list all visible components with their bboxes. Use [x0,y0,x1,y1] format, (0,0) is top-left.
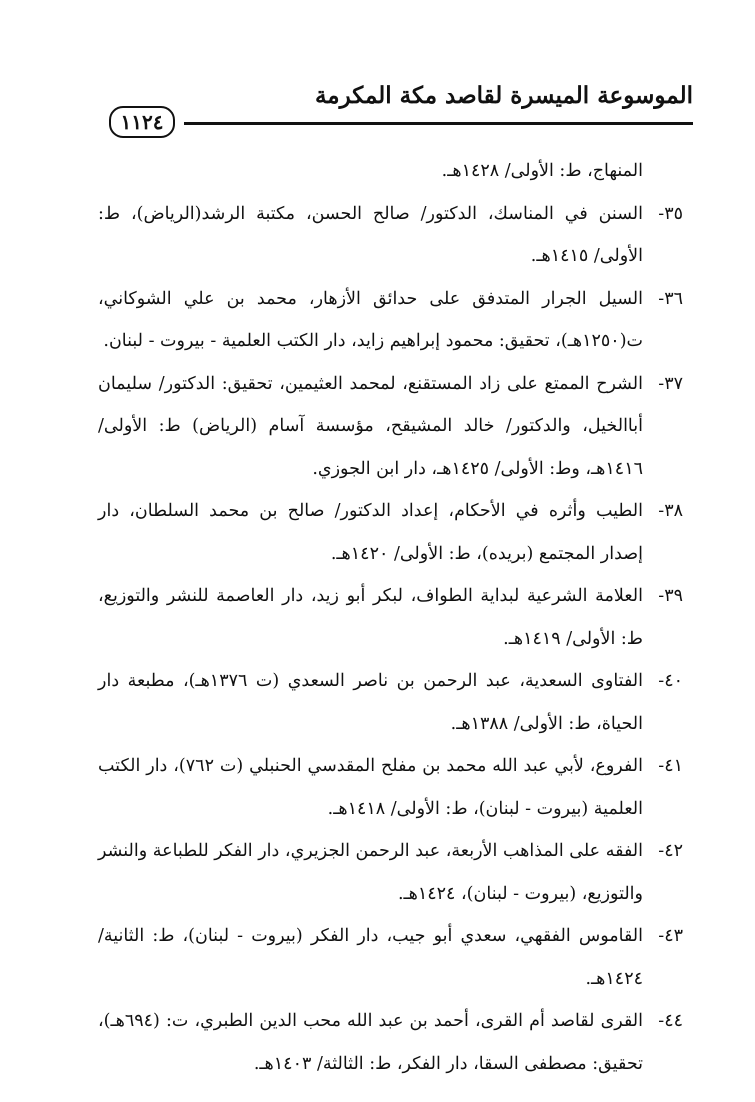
entry-number: ٤٢- [658,841,683,861]
bibliography-entry [98,745,683,830]
entries-container [98,193,683,1086]
bibliography-entry [98,278,683,363]
entry-number: ٣٨- [658,501,683,521]
entry-text: العلامة الشرعية لبداية الطواف، لبكر أبو زيد، دار العاصمة للنشر والتوزيع، ط: الأولى/ ١٤١٩هـ. [98,586,643,649]
entry-text: السيل الجرار المتدفق على حدائق الأزهار، محمد بن علي الشوكاني، ت(١٢٥٠هـ)، تحقيق: محمود إبراهيم زايد، دار الكتب العلمية - بيروت - لبنان. [98,288,643,351]
entry-text: السنن في المناسك، الدكتور/ صالح الحسن، مكتبة الرشد(الرياض)، ط: الأولى/ ١٤١٥هـ. [98,203,643,266]
page-number: ١١٢٤ [109,106,176,138]
entry-number: ٣٧- [658,373,683,394]
continuation-line: المنهاج، ط: الأولى/ ١٤٢٨هـ. [441,161,643,181]
entry-number: ٤٠- [658,671,683,691]
bibliography-entry [98,575,683,660]
bibliography-list [98,150,683,1085]
entry-number: ٣٩- [658,586,683,606]
entry-text: الفتاوى السعدية، عبد الرحمن بن ناصر السعدي (ت ١٣٧٦هـ)، مطبعة دار الحياة، ط: الأولى/ ١٣٨٨هـ. [98,671,643,734]
entry-number: ٤٤- [658,1011,683,1031]
bibliography-entry [98,915,683,1000]
header-rule [100,122,693,125]
entry-text: الفقه على المذاهب الأربعة، عبد الرحمن الجزيري، دار الفكر للطباعة والنشر والتوزيع، (بيروت - لبنان)، ١٤٢٤هـ. [98,841,643,904]
bibliography-entry [98,660,683,745]
bibliography-entry [98,1000,683,1085]
entry-text: القاموس الفقهي، سعدي أبو جيب، دار الفكر (بيروت - لبنان)، ط: الثانية/ ١٤٢٤هـ. [98,926,643,989]
entry-text: الفروع، لأبي عبد الله محمد بن مفلح المقدسي الحنبلي (ت ٧٦٢)، دار الكتب العلمية (بيروت - لبنان)، ط: الأولى/ ١٤١٨هـ. [98,756,644,819]
bibliography-entry [98,193,683,278]
entry-text: الطيب وأثره في الأحكام، إعداد الدكتور/ صالح بن محمد السلطان، دار إصدار المجتمع (بريده)، ط: الأولى/ ١٤٢٠هـ. [98,501,643,564]
entry-number: ٤٣- [658,926,683,946]
entry-number: ٣٦- [658,288,683,309]
bibliography-entry [98,363,683,491]
running-title: الموسوعة الميسرة لقاصد مكة المكرمة [314,82,693,109]
entry-text: الشرح الممتع على زاد المستقنع، لمحمد العثيمين، تحقيق: الدكتور/ سليمان أباالخيل، والدكتور/ خالد المشيقح، مؤسسة آسام (الرياض) ط: الأولى/ ١٤١٦هـ، وط: الأولى/ ١٤٢٥هـ، دار ابن الجوزي. [98,373,643,479]
entry-number: ٣٥- [658,203,683,224]
page-number-frame [100,104,184,140]
entry-text: القرى لقاصد أم القرى، أحمد بن عبد الله محب الدين الطبري، ت: (٦٩٤هـ)، تحقيق: مصطفى السقا، دار الفكر، ط: الثالثة/ ١٤٠٣هـ. [98,1011,643,1074]
entry-number: ٤١- [658,756,683,776]
bibliography-entry [98,490,683,575]
bibliography-entry [98,830,683,915]
page-header [100,72,693,134]
